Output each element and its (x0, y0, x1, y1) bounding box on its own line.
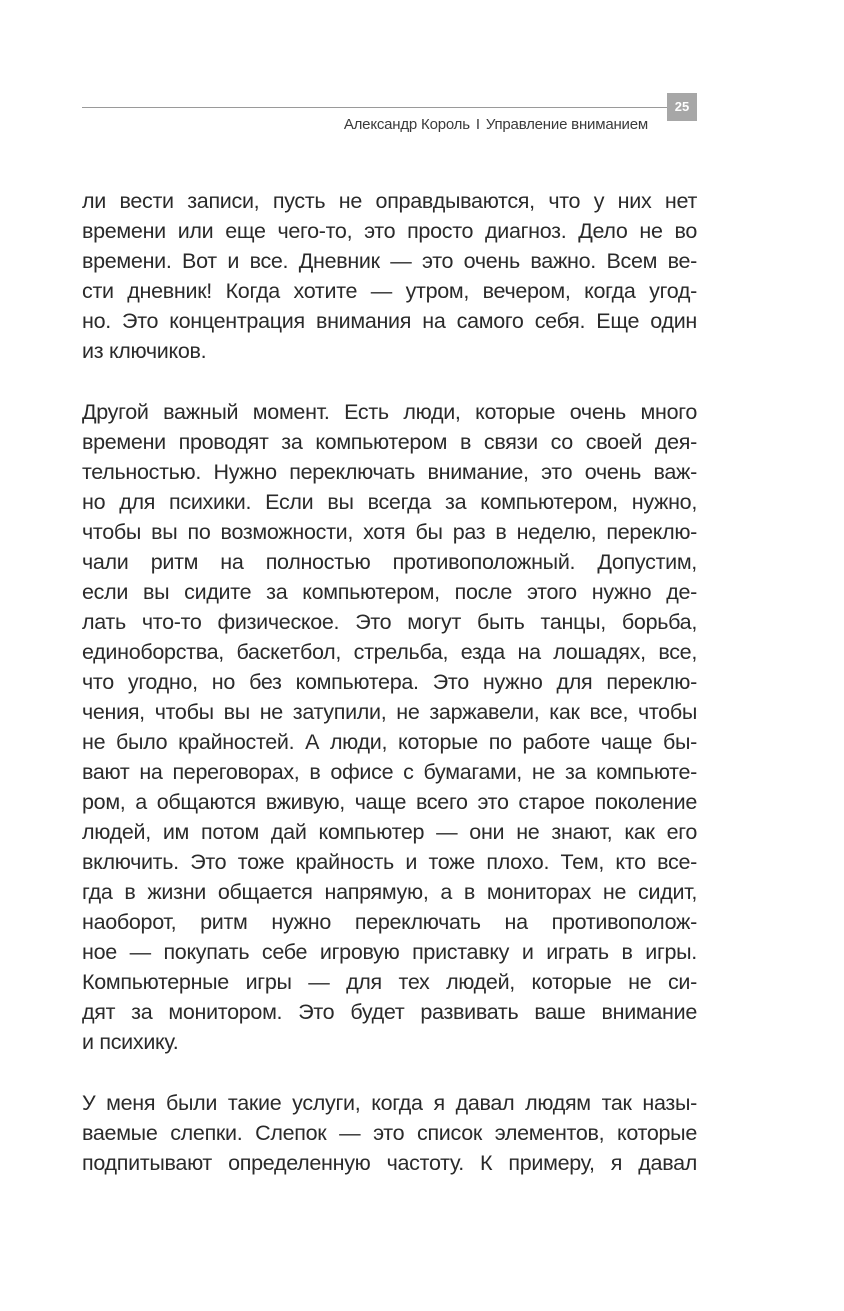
text-line: наоборот, ритм нужно переключать на противополож- (82, 910, 697, 934)
text-line: У меня были такие услуги, когда я давал людям так назы- (82, 1091, 697, 1115)
text-line: что угодно, но без компьютера. Это нужно для переклю- (82, 670, 697, 694)
text-line: ное — покупать себе игровую приставку и играть в игры. (82, 940, 697, 964)
header-author: Александр Король (343, 116, 470, 133)
text-line: и психику. (82, 1030, 179, 1054)
text-line: чения, чтобы вы не затупили, не заржавели, как все, чтобы (82, 700, 697, 724)
text-line: чали ритм на полностью противоположный. Допустим, (82, 550, 697, 574)
text-line: но. Это концентрация внимания на самого себя. Еще один (82, 309, 697, 333)
text-line: чтобы вы по возможности, хотя бы раз в неделю, переклю- (82, 520, 697, 544)
paragraph (82, 186, 697, 366)
text-line: лать что-то физическое. Это могут быть танцы, борьба, (82, 610, 697, 634)
text-line: Другой важный момент. Есть люди, которые очень много (82, 400, 697, 424)
text-line: вают на переговорах, в офисе с бумагами, не за компьюте- (82, 760, 697, 784)
text-line: дят за монитором. Это будет развивать ваше внимание (82, 1000, 697, 1024)
text-line: но для психики. Если вы всегда за компьютером, нужно, (82, 490, 697, 514)
text-line: времени или еще чего-то, это просто диагноз. Дело не во (82, 219, 697, 243)
text-line: времени. Вот и все. Дневник — это очень важно. Всем ве- (82, 249, 697, 273)
text-line: времени проводят за компьютером в связи со своей дея- (82, 430, 697, 454)
header-book-title: Управление вниманием (485, 116, 648, 133)
text-line: из ключиков. (82, 339, 207, 363)
text-line: если вы сидите за компьютером, после этого нужно де- (82, 580, 697, 604)
text-line: ром, а общаются вживую, чаще всего это старое поколение (82, 790, 697, 814)
text-line: гда в жизни общается напрямую, а в мониторах не сидит, (82, 880, 697, 904)
text-line: не было крайностей. А люди, которые по работе чаще бы- (82, 730, 697, 754)
text-line: единоборства, баскетбол, стрельба, езда на лошадях, все, (82, 640, 697, 664)
running-header (344, 116, 648, 133)
text-line: людей, им потом дай компьютер — они не знают, как его (82, 820, 697, 844)
header-separator: I (475, 116, 480, 133)
header-rule (82, 107, 667, 108)
text-line: сти дневник! Когда хотите — утром, вечером, когда угод- (82, 279, 697, 303)
text-line: ваемые слепки. Слепок — это список элементов, которые (82, 1121, 697, 1145)
page-body (82, 186, 697, 1209)
paragraph (82, 1088, 697, 1178)
text-line: подпитывают определенную частоту. К примеру, я давал (82, 1151, 697, 1175)
text-line: Компьютерные игры — для тех людей, которые не си- (82, 970, 697, 994)
text-line: ли вести записи, пусть не оправдываются, что у них нет (82, 189, 697, 213)
paragraph (82, 397, 697, 1057)
text-line: включить. Это тоже крайность и тоже плохо. Тем, кто все- (82, 850, 697, 874)
text-line: тельностью. Нужно переключать внимание, это очень важ- (82, 460, 697, 484)
page-number: 25 (667, 93, 697, 121)
